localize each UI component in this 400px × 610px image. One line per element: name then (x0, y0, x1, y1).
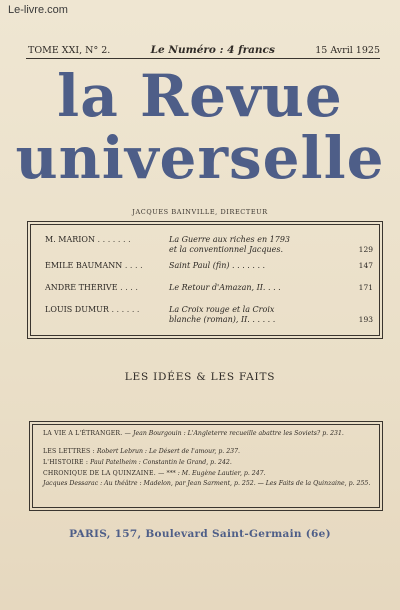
contents-author: LOUIS DUMUR . . . . . . (45, 305, 140, 314)
contents-title: La Guerre aux riches en 1793 et la conventionnel Jacques. (169, 235, 290, 254)
editor-credit: JACQUES BAINVILLE, DIRECTEUR (132, 208, 268, 216)
contents-box (30, 224, 380, 336)
issue-line (28, 44, 380, 56)
ideas-entry: CHRONIQUE DE LA QUINZAINE. — *** : M. Eugène Lautier, p. 247. (43, 470, 266, 477)
issue-volume: TOME XXI, N° 2. (28, 45, 111, 56)
contents-author: M. MARION . . . . . . . (45, 235, 131, 244)
ideas-entry: Jacques Dessarac : Au théâtre : Madelon, par Jean Sarment, p. 252. — Les Faits de la Quinzaine, p. 255. (43, 480, 371, 487)
site-watermark: Le-livre.com (8, 4, 68, 16)
ideas-entry: LA VIE A L'ÉTRANGER. — Jean Bourgouin : L'Angleterre recueille abattre les Soviets? p. 231. (43, 430, 344, 437)
ideas-heading: LES IDÉES & LES FAITS (124, 371, 276, 383)
ideas-box (32, 424, 380, 508)
masthead-line-2: universelle (15, 124, 385, 192)
contents-title: La Croix rouge et la Croix blanche (roman), II. . . . . . (169, 305, 276, 324)
issue-date: 15 Avril 1925 (315, 45, 380, 56)
contents-author: ANDRÉ THÉRIVE . . . . (45, 283, 138, 292)
issue-price: Le Numéro : 4 francs (150, 44, 275, 56)
header-rule (26, 58, 380, 59)
publisher-address: PARIS, 157, Boulevard Saint-Germain (6e) (69, 528, 331, 540)
ideas-entry: L'HISTOIRE : Paul Patelheim : Constantin le Grand, p. 242. (43, 459, 232, 466)
masthead-line-1: la Revue (57, 62, 343, 130)
ideas-entry: LES LETTRES : Robert Lebrun : Le Désert de l'amour, p. 237. (43, 448, 240, 455)
contents-page: 129 (358, 245, 373, 254)
contents-page: 171 (358, 283, 373, 292)
contents-page: 147 (358, 261, 373, 270)
contents-author: ÉMILE BAUMANN . . . . (45, 261, 143, 270)
contents-title: Le Retour d'Amazan, II. . . . (169, 283, 281, 292)
contents-page: 193 (358, 315, 373, 324)
contents-title: Saint Paul (fin) . . . . . . . (169, 261, 266, 270)
